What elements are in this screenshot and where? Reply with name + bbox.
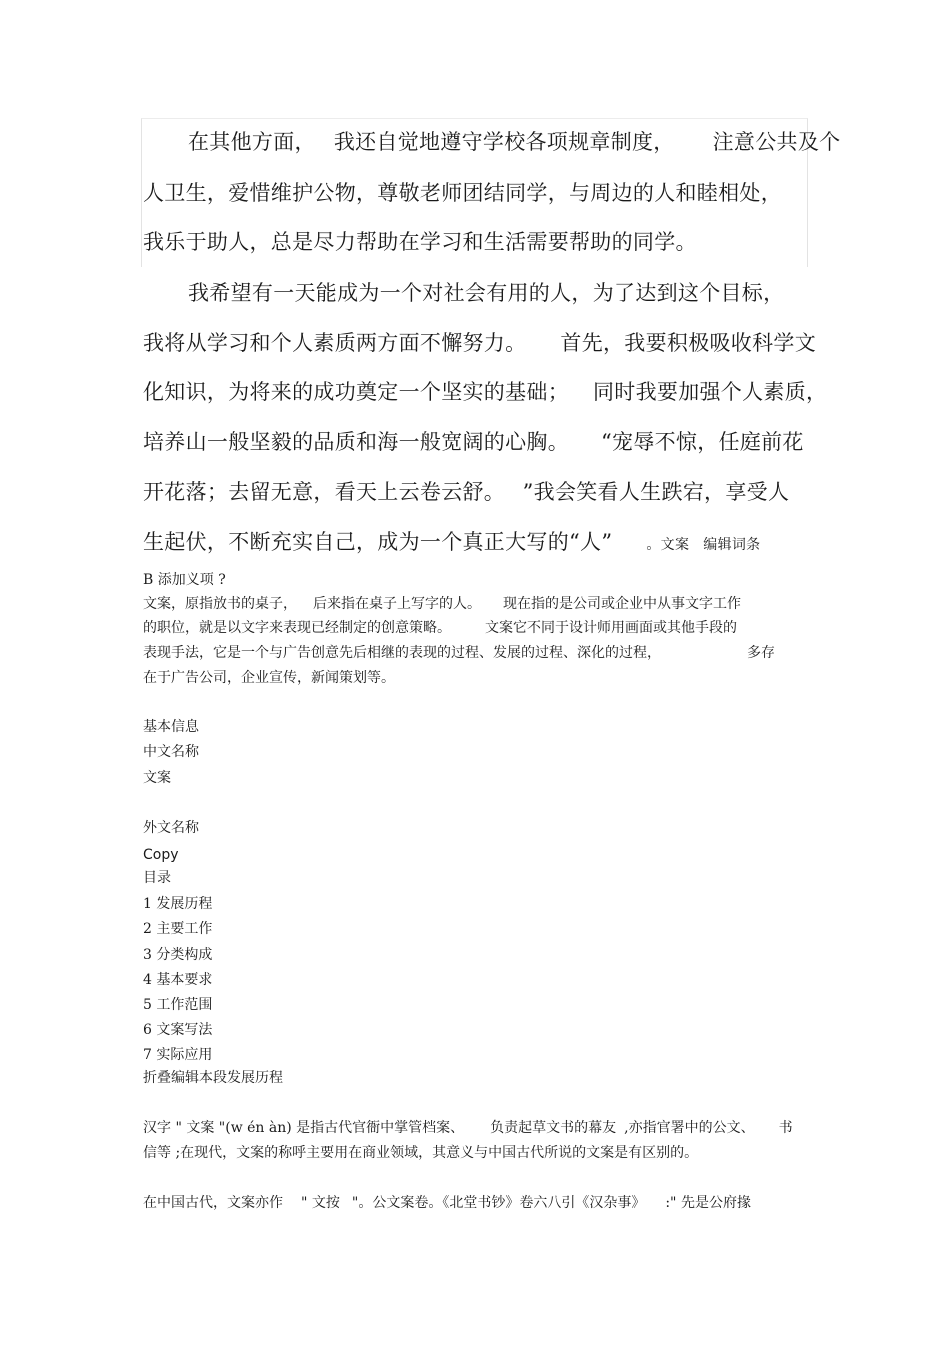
text: 化知识，为将来的成功奠定一个坚实的基础； [143, 380, 569, 404]
para2-line4 [143, 430, 804, 454]
text: 我将从学习和个人素质两方面不懈努力。 [143, 331, 527, 355]
text: "。公文案卷。《北堂书钞》卷六八引《汉杂事》 [351, 1195, 646, 1211]
para1-line2: 人卫生，爱惜维护公物，尊敬老师团结同学，与周边的人和睦相处， [143, 181, 782, 205]
def-line3 [143, 644, 775, 662]
toc-item[interactable]: 3 分类构成 [143, 947, 213, 963]
text: 在其他方面， [188, 130, 316, 154]
cn-name-label: 中文名称 [143, 744, 199, 760]
fold-edit-line[interactable]: 折叠编辑本段发展历程 [143, 1070, 283, 1086]
para2-line1: 我希望有一天能成为一个对社会有用的人，为了达到这个目标， [188, 281, 785, 305]
para2-line3 [143, 380, 827, 404]
text: 多存 [747, 645, 775, 661]
para2-line5 [143, 480, 789, 504]
text: 培养山一般坚毅的品质和海一般宽阔的心胸。 [143, 430, 569, 454]
text: 生起伏，不断充实自己，成为一个真正大写的“人” [143, 530, 613, 554]
text: 汉字 " 文案 "(w én àn) 是指古代官衙中掌管档案、 [143, 1120, 465, 1136]
text: 我还自觉地遵守学校各项规章制度， [333, 130, 675, 154]
add-meaning-line[interactable]: B 添加义项 ? [143, 572, 226, 588]
history-line3 [143, 1194, 751, 1212]
text: ,亦指官署中的公文、 [624, 1120, 755, 1136]
para2-line2 [143, 331, 816, 355]
history-line1 [143, 1119, 793, 1137]
toc-item[interactable]: 1 发展历程 [143, 896, 213, 912]
text: 后来指在桌子上写字的人。 [313, 596, 481, 612]
text: 负责起草文书的幕友 [490, 1120, 617, 1136]
cn-name-value: 文案 [143, 770, 171, 786]
history-line2: 信等 ;在现代，文案的称呼主要用在商业领域，其意义与中国古代所说的文案是有区别的。 [143, 1145, 699, 1161]
text: 首先，我要积极吸收科学文 [560, 331, 817, 355]
toc-item[interactable]: 7 实际应用 [143, 1047, 213, 1063]
info-heading: 基本信息 [143, 719, 199, 735]
para1-line3: 我乐于助人，总是尽力帮助在学习和生活需要帮助的同学。 [143, 230, 697, 254]
toc-item[interactable]: 2 主要工作 [143, 921, 213, 937]
en-name-value: Copy [143, 847, 179, 863]
text: 文案，原指放书的桌子， [143, 596, 297, 612]
text: 注意公共及个 [712, 130, 841, 154]
text: 。文案 [646, 537, 690, 553]
toc-item[interactable]: 6 文案写法 [143, 1022, 213, 1038]
def-line2 [143, 619, 737, 637]
text: 表现手法，它是一个与广告创意先后相继的表现的过程、发展的过程、深化的过程， [143, 645, 661, 661]
para2-line6 [143, 530, 760, 557]
text: :" 先是公府掾 [665, 1195, 751, 1211]
text: 开花落；去留无意，看天上云卷云舒。 [143, 480, 495, 504]
text: 的职位，就是以文字来表现已经制定的创意策略。 [143, 620, 451, 636]
text: “宠辱不惊，任庭前花 [601, 430, 804, 454]
toc-item[interactable]: 4 基本要求 [143, 972, 213, 988]
def-line1 [143, 595, 741, 613]
toc-item[interactable]: 5 工作范围 [143, 997, 213, 1013]
text: 书 [778, 1120, 793, 1136]
text: " 文按 [301, 1195, 340, 1211]
para1-line1 [143, 130, 840, 154]
def-line4: 在于广告公司，企业宣传，新闻策划等。 [143, 670, 395, 686]
text: 现在指的是公司或企业中从事文字工作 [503, 596, 741, 612]
text: ”我会笑看人生跌宕，享受人 [522, 480, 790, 504]
toc-heading: 目录 [143, 870, 171, 886]
text: 在中国古代，文案亦作 [143, 1195, 283, 1211]
en-name-label: 外文名称 [143, 820, 199, 836]
edit-entry-link[interactable]: 编辑词条 [703, 537, 761, 553]
text: 文案它不同于设计师用画面或其他手段的 [485, 620, 737, 636]
text: 同时我要加强个人素质， [593, 380, 828, 404]
